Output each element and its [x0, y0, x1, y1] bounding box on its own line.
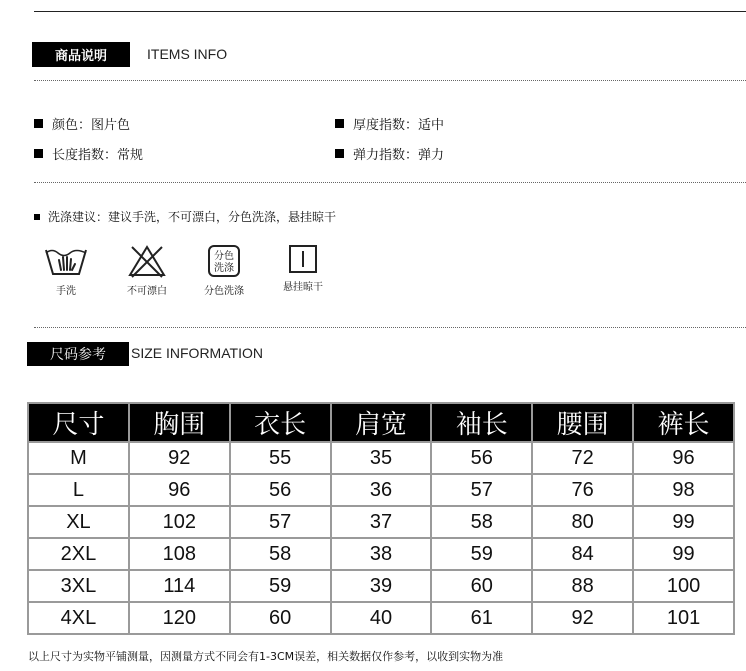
table-cell: 59: [431, 538, 532, 570]
table-row: [28, 570, 734, 602]
table-cell: 3XL: [28, 570, 129, 602]
wash-hang-dry: [263, 244, 343, 293]
table-cell: 92: [532, 602, 633, 634]
table-cell: 56: [230, 474, 331, 506]
items-info-title: ITEMS INFO: [147, 46, 228, 62]
table-cell: 88: [532, 570, 633, 602]
wash-label: 手洗: [56, 286, 76, 297]
table-cell: 58: [230, 538, 331, 570]
table-cell: L: [28, 474, 129, 506]
attribute-color: [34, 114, 130, 133]
table-row: [28, 602, 734, 634]
wash-label: 不可漂白: [127, 286, 167, 297]
size-footnote: 以上尺寸为实物平铺测量，因测量方式不同会有1-3CM误差，相关数据仅作参考，以收到实物为准: [28, 650, 504, 663]
washing-advice: [34, 208, 336, 225]
table-cell: 56: [431, 442, 532, 474]
header-waist: 腰围: [532, 403, 633, 442]
washing-advice-text: 洗涤建议：建议手洗，不可漂白，分色洗涤，悬挂晾干: [48, 210, 337, 224]
table-cell: 84: [532, 538, 633, 570]
table-cell: XL: [28, 506, 129, 538]
table-cell: 40: [331, 602, 432, 634]
header-chest: 胸围: [129, 403, 230, 442]
wash-label: 悬挂晾干: [283, 282, 323, 293]
wash-no-bleach: [107, 244, 187, 297]
table-cell: 72: [532, 442, 633, 474]
table-cell: 120: [129, 602, 230, 634]
attribute-label: 弹力指数：弹力: [353, 148, 445, 163]
items-info-tag: 商品说明: [32, 42, 130, 67]
bullet-square-icon: [34, 214, 40, 220]
attribute-thickness: [335, 114, 444, 133]
items-info-divider: [34, 80, 746, 81]
size-info-title: SIZE INFORMATION: [131, 345, 263, 361]
table-cell: 60: [230, 602, 331, 634]
table-cell: 36: [331, 474, 432, 506]
header-shoulder: 肩宽: [331, 403, 432, 442]
table-cell: 101: [633, 602, 734, 634]
wash-hand: [26, 244, 106, 297]
bullet-square-icon: [34, 149, 43, 158]
bullet-square-icon: [34, 119, 43, 128]
table-cell: 80: [532, 506, 633, 538]
no-bleach-icon: [127, 244, 167, 278]
header-length: 衣长: [230, 403, 331, 442]
table-cell: 60: [431, 570, 532, 602]
table-cell: 98: [633, 474, 734, 506]
bullet-square-icon: [335, 149, 344, 158]
table-cell: 108: [129, 538, 230, 570]
table-cell: 61: [431, 602, 532, 634]
table-cell: 2XL: [28, 538, 129, 570]
washing-divider: [34, 327, 746, 328]
table-cell: 39: [331, 570, 432, 602]
top-divider: [34, 11, 746, 12]
attribute-label: 颜色：图片色: [52, 118, 131, 133]
table-cell: 4XL: [28, 602, 129, 634]
table-cell: 96: [633, 442, 734, 474]
header-sleeve: 袖长: [431, 403, 532, 442]
hand-wash-icon: [43, 244, 89, 278]
table-row: [28, 538, 734, 570]
table-cell: 114: [129, 570, 230, 602]
separate-wash-glyph-top: 分色: [214, 251, 234, 262]
attributes-divider: [34, 182, 746, 183]
table-cell: 55: [230, 442, 331, 474]
table-cell: 58: [431, 506, 532, 538]
table-cell: 92: [129, 442, 230, 474]
size-table: [27, 402, 735, 635]
wash-label: 分色洗涤: [204, 286, 244, 297]
size-table-header-row: [28, 403, 734, 442]
table-row: [28, 474, 734, 506]
table-row: [28, 442, 734, 474]
table-cell: 35: [331, 442, 432, 474]
header-size: 尺寸: [28, 403, 129, 442]
attribute-length: [34, 144, 143, 163]
table-cell: 57: [431, 474, 532, 506]
hang-dry-icon: [288, 244, 318, 274]
attribute-label: 长度指数：常规: [52, 148, 144, 163]
separate-wash-glyph-bottom: 洗涤: [214, 263, 234, 274]
table-cell: 100: [633, 570, 734, 602]
table-cell: 57: [230, 506, 331, 538]
attribute-elasticity: [335, 144, 444, 163]
table-cell: 102: [129, 506, 230, 538]
table-cell: 76: [532, 474, 633, 506]
table-cell: 99: [633, 506, 734, 538]
header-pants-length: 裤长: [633, 403, 734, 442]
separate-wash-icon: [207, 244, 241, 278]
table-cell: 38: [331, 538, 432, 570]
table-cell: 37: [331, 506, 432, 538]
wash-separate: [184, 244, 264, 297]
bullet-square-icon: [335, 119, 344, 128]
table-cell: 59: [230, 570, 331, 602]
table-row: [28, 506, 734, 538]
attribute-label: 厚度指数：适中: [353, 118, 445, 133]
table-cell: M: [28, 442, 129, 474]
table-cell: 96: [129, 474, 230, 506]
table-cell: 99: [633, 538, 734, 570]
size-info-tag: 尺码参考: [27, 342, 129, 366]
